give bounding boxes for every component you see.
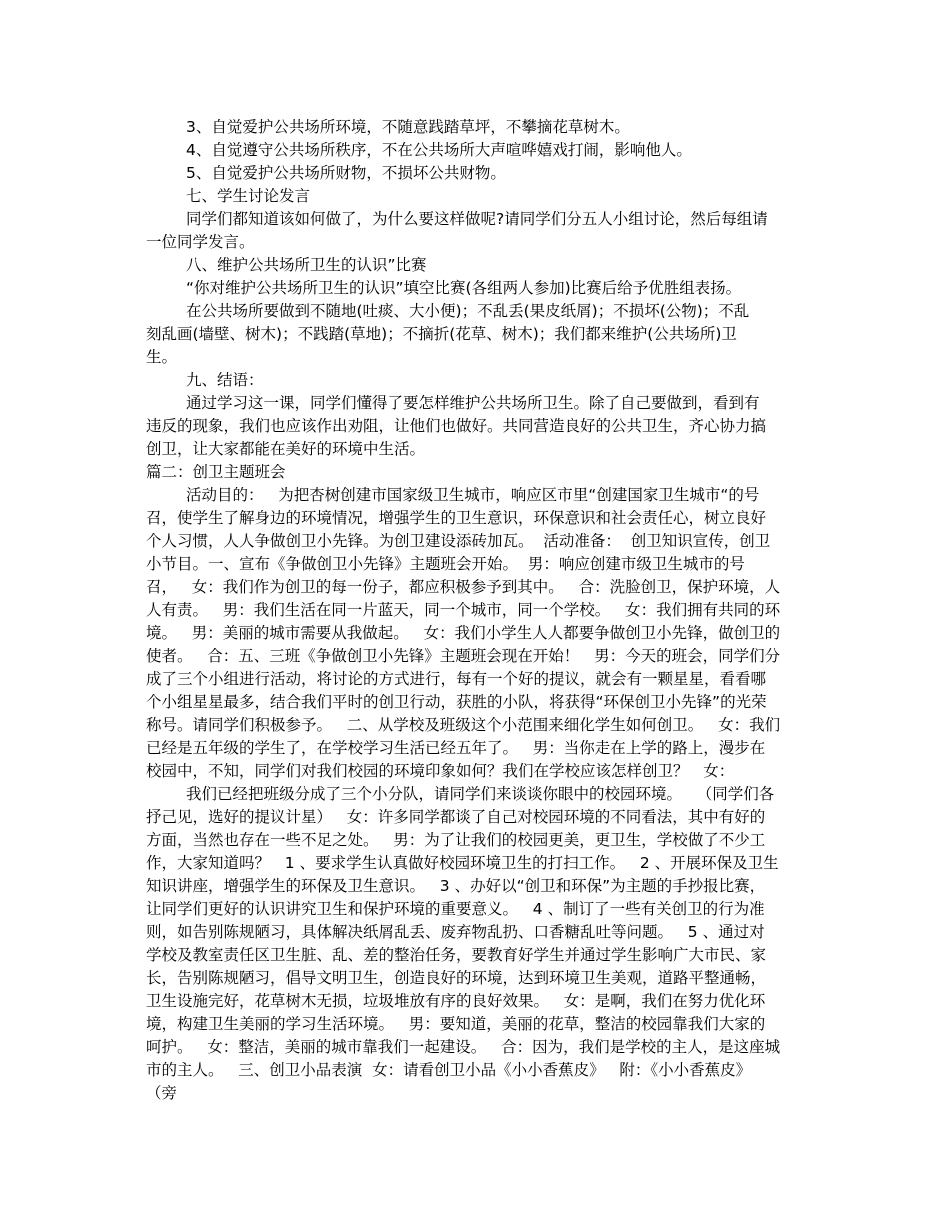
text-line: 我们已经把班级分成了三个小分队，请同学们来谈谈你眼中的校园环境。 （同学们各 (186, 785, 775, 803)
text-line: 市的主人。 三、创卫小品表演 女：请看创卫小品《小小香蕉皮》 附：《小小香蕉皮》 (146, 1061, 752, 1079)
text-line: 违反的现象，我们也应该作出劝阻，让他们也做好。共同营造良好的公共卫生，齐心协力搞 (146, 417, 767, 435)
text-line: 校园中，不知，同学们对我们校园的环境印象如何？我们在学校应该怎样创卫？ 女： (146, 762, 735, 780)
text-line: 召， 女：我们作为创卫的每一份子，都应积极参予到其中。 合：洗脸创卫，保护环境，人 (146, 578, 781, 596)
text-line: 呵护。 女：整洁，美丽的城市靠我们一起建设。 合：因为，我们是学校的主人，是这座城 (146, 1038, 781, 1056)
text-line: 卫生设施完好，花草树木无损，垃圾堆放有序的良好效果。 女：是啊，我们在努力优化环 (146, 992, 766, 1010)
text-line: 人有责。 男：我们生活在同一片蓝天，同一个城市，同一个学校。 女：我们拥有共同的环 (146, 601, 781, 619)
text-line: 活动目的： 为把杏树创建市国家级卫生城市，响应区市里“创建国家卫生城市“的号 (186, 486, 760, 504)
text-line: 抒己见，选好的提议计星） 女：许多同学都谈了自己对校园环境的不同看法，其中有好的 (146, 808, 766, 826)
text-line: 称号。请同学们积极参予。 二、从学校及班级这个小范围来细化学生如何创卫。 女：我们 (146, 716, 781, 734)
text-line: 在公共场所要做到不随地(吐痰、大小便)；不乱丢(果皮纸屑)；不损坏(公物)；不乱 (186, 302, 750, 320)
text-line: 创卫，让大家都能在美好的环境中生活。 (146, 440, 426, 458)
section-heading: 八、维护公共场所卫生的认识”比赛 (186, 256, 427, 274)
text-line: 个小组星星最多，结合我们平时的创卫行动，获胜的小队，将获得“环保创卫小先锋”的光荣 (146, 693, 767, 711)
text-line: 5、自觉爱护公共场所财物，不损坏公共财物。 (186, 164, 506, 182)
chapter-heading: 篇二：创卫主题班会 (146, 463, 286, 481)
text-line: 方面，当然也存在一些不足之处。 男：为了让我们的校园更美，更卫生，学校做了不少工 (146, 831, 766, 849)
text-line: 小节目。一、宣布《争做创卫小先锋》主题班会开始。 男：响应创建市级卫生城市的号 (146, 555, 745, 573)
text-line: “你对维护公共场所卫生的认识”填空比赛(各组两人参加)比赛后给予优胜组表扬。 (186, 279, 742, 297)
text-line: 境。 男：美丽的城市需要从我做起。 女：我们小学生人人都要争做创卫小先锋，做创卫的 (146, 624, 781, 642)
text-line: 学校及教室责任区卫生脏、乱、差的整治任务，要教育好学生并通过学生影响广大市民、家 (146, 946, 767, 964)
text-line: 同学们都知道该如何做了，为什么要这样做呢?请同学们分五人小组讨论，然后每组请 (186, 210, 768, 228)
text-line: 通过学习这一课，同学们懂得了要怎样维护公共场所卫生。除了自己要做到，看到有 (186, 394, 760, 412)
text-line: 4、自觉遵守公共场所秩序，不在公共场所大声喧哗嬉戏打闹，影响他人。 (186, 141, 692, 159)
text-line: 刻乱画(墙壁、树木)；不践踏(草地)；不摘折(花草、树木)；我们都来维护(公共场所)卫 (146, 325, 737, 343)
text-line: 已经是五年级的学生了，在学校学习生活已经五年了。 男：当你走在上学的路上，漫步在 (146, 739, 766, 757)
text-line: 长，告别陈规陋习，倡导文明卫生，创造良好的环境，达到环境卫生美观，道路平整通畅， (146, 969, 767, 987)
text-line: 使者。 合：五、三班《争做创卫小先锋》主题班会现在开始！ 男：今天的班会，同学们分 (146, 647, 781, 665)
text-line: 知识讲座，增强学生的环保及卫生意识。 3 、办好以“创卫和环保”为主题的手抄报比赛， (146, 877, 766, 895)
text-line: 个人习惯，人人争做创卫小先锋。为创卫建设添砖加瓦。 活动准备： 创卫知识宣传，创卫 (146, 532, 771, 550)
text-line: 则，如告别陈规陋习，具体解决纸屑乱丢、废弃物乱扔、口香糖乱吐等问题。 5 、通过对 (146, 923, 765, 941)
text-line: 生。 (146, 348, 178, 366)
text-line: 成了三个小组进行活动，将讨论的方式进行，每有一个好的提议，就会有一颗星星，看看哪 (146, 670, 767, 688)
text-line: 一位同学发言。 (146, 233, 255, 251)
section-heading: 九、结语： (186, 371, 264, 389)
text-line: 召，使学生了解身边的环境情况，增强学生的卫生意识，环保意识和社会责任心，树立良好 (146, 509, 767, 527)
text-line: 让同学们更好的认识讲究卫生和保护环境的重要意义。 4 、制订了一些有关创卫的行为准 (146, 900, 765, 918)
text-line: （旁 (146, 1084, 178, 1102)
text-line: 作，大家知道吗？ 1 、要求学生认真做好校园环境卫生的打扫工作。 2 、开展环保及卫生 (146, 854, 779, 872)
text-line: 3、自觉爱护公共场所环境，不随意践踏草坪，不攀摘花草树木。 (186, 118, 630, 136)
text-line: 境，构建卫生美丽的学习生活环境。 男：要知道，美丽的花草，整洁的校园靠我们大家的 (146, 1015, 766, 1033)
section-heading: 七、学生讨论发言 (186, 187, 311, 205)
